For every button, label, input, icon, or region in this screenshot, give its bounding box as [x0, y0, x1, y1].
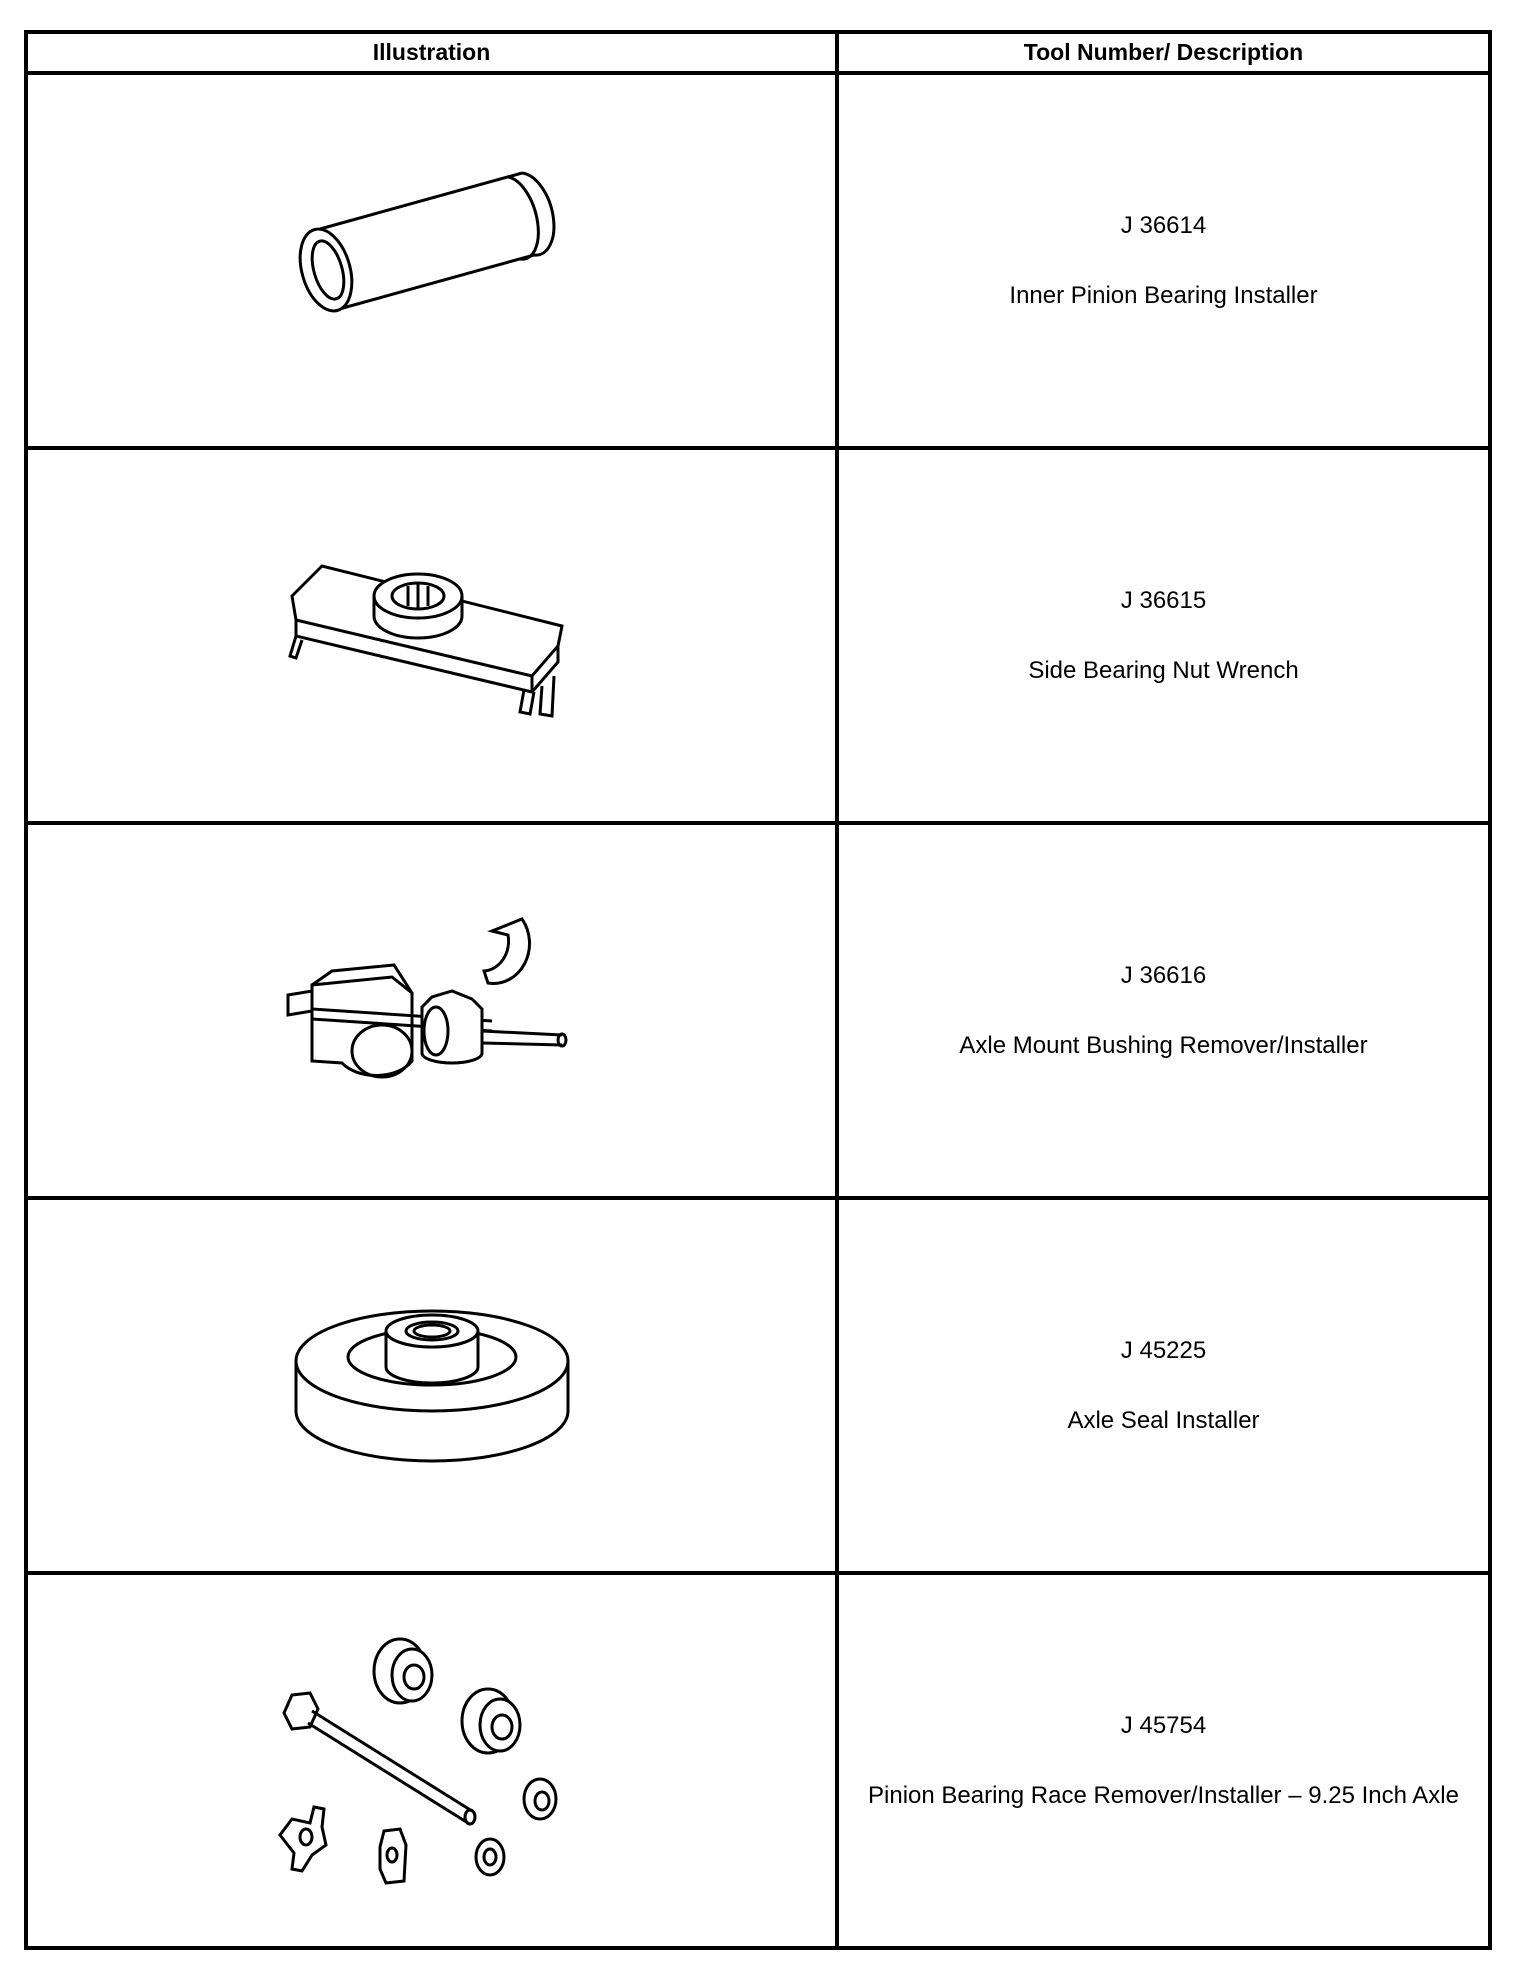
tool-info-cell [837, 1573, 1490, 1948]
illustration-cell [26, 823, 837, 1198]
tool-description: Side Bearing Nut Wrench [1028, 656, 1299, 684]
pinion-bearing-race-tool-kit-icon [272, 1631, 592, 1891]
tool-number: J 36615 [1120, 586, 1207, 614]
inner-pinion-bearing-installer-icon [272, 161, 592, 361]
side-bearing-nut-wrench-icon [262, 546, 602, 726]
tool-info-cell [837, 73, 1490, 448]
tool-number-description-header: Tool Number/ Description [837, 32, 1490, 73]
special-tools-table [24, 30, 1492, 1950]
tool-description: Axle Seal Installer [1067, 1406, 1260, 1434]
tool-number: J 45754 [1120, 1711, 1207, 1739]
tool-number: J 36616 [1120, 961, 1207, 989]
header-row [26, 32, 1490, 73]
tool-description: Axle Mount Bushing Remover/Installer [959, 1031, 1368, 1059]
illustration-cell [26, 1198, 837, 1573]
axle-mount-bushing-tool-icon [272, 911, 592, 1111]
tool-info-cell [837, 448, 1490, 823]
table-row [26, 823, 1490, 1198]
tool-info-cell [837, 1198, 1490, 1573]
axle-seal-installer-icon [282, 1291, 582, 1481]
tool-description: Inner Pinion Bearing Installer [1009, 281, 1318, 309]
tool-number: J 36614 [1120, 211, 1207, 239]
tool-description: Pinion Bearing Race Remover/Installer – 9.25 Inch Axle [868, 1781, 1459, 1809]
table-row [26, 1573, 1490, 1948]
table-row [26, 1198, 1490, 1573]
tool-number: J 45225 [1120, 1336, 1207, 1364]
illustration-cell [26, 73, 837, 448]
illustration-cell [26, 448, 837, 823]
illustration-cell [26, 1573, 837, 1948]
table-row [26, 73, 1490, 448]
illustration-header: Illustration [26, 32, 837, 73]
tool-info-cell [837, 823, 1490, 1198]
table-row [26, 448, 1490, 823]
